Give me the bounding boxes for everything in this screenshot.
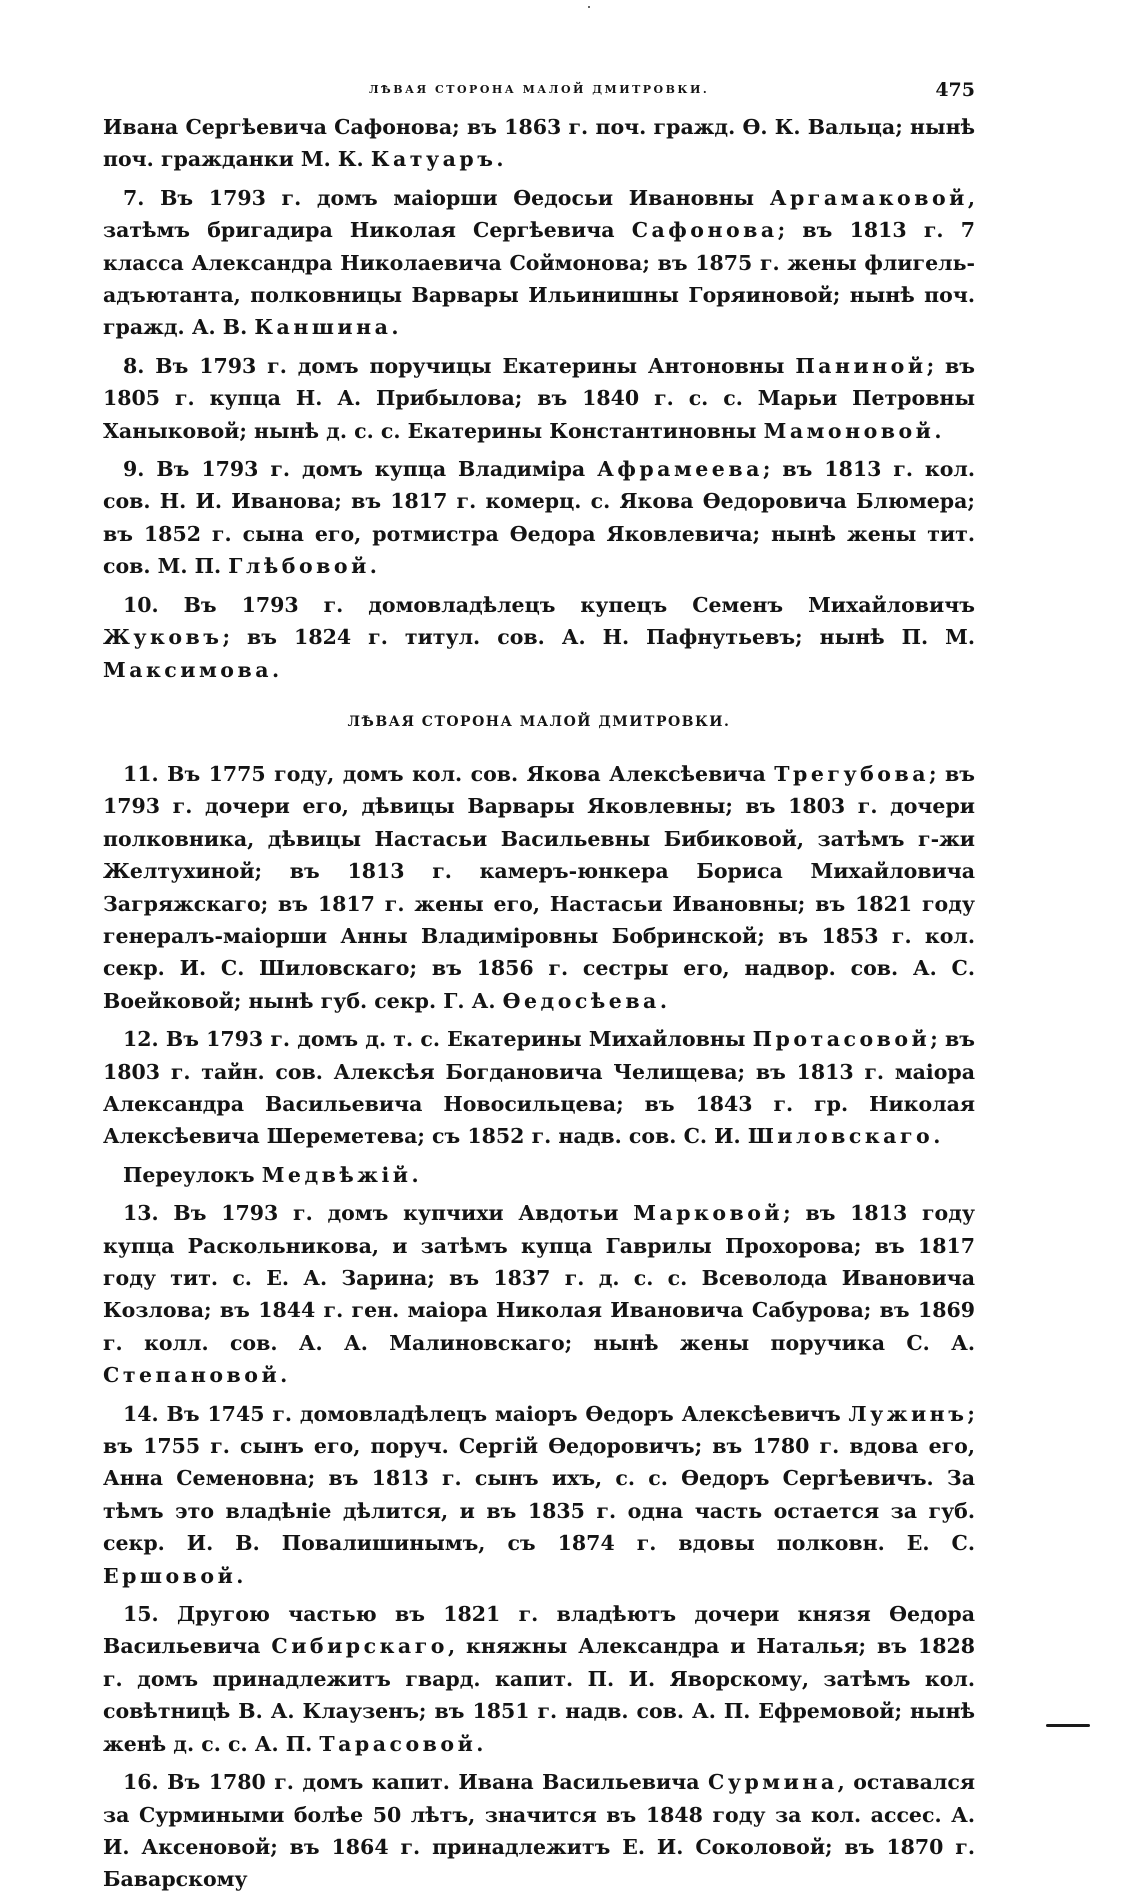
paragraph-text: Въ 1793 г. домъ купчихи Авдотьи [158,1201,634,1226]
entry-10 [103,589,975,686]
spaced-name: Паниной [795,353,927,378]
spaced-name: Жуковъ [103,625,223,650]
running-head [103,78,975,102]
lane-heading [103,1159,975,1191]
spaced-name: Сурмина [708,1770,838,1795]
spaced-name: Максимова. [103,657,283,682]
running-title: ЛѢВАЯ СТОРОНА МАЛОЙ ДМИТРОВКИ. [368,83,710,96]
paragraph-text: Въ 1793 г. домовладѣлецъ купецъ Семенъ Михайловичъ [158,592,975,617]
entry-number: 7. [123,185,145,210]
spaced-name: Катуаръ. [370,147,508,172]
spaced-name: Аргамаковой [769,185,968,210]
entry-number: 8. [123,353,145,378]
entry-14 [103,1398,975,1592]
page-number: 475 [935,79,975,101]
text-body [103,111,975,1902]
paragraph-text: ; въ 1813 г. 7 класса Александра Николаевича Соймонова; въ 1875 г. жены флигель-адъютанта, полковницы Варвары Ильинишны Горяиновой; нынѣ поч. гражд. А. В. [103,218,975,340]
entry-number: 12. [123,1027,159,1052]
paragraph-text: ; въ 1824 г. титул. сов. А. Н. Пафнутьевъ; нынѣ П. М. [222,625,975,650]
paragraph-text: ; въ 1803 г. тайн. сов. Алексѣя Богдановича Челищева; въ 1813 г. маіора Александра Васильевича Новосильцева; въ 1843 г. гр. Николая Алексѣевича Шереметева; съ 1852 г. надв. сов. С. И. [103,1027,975,1149]
entry-15 [103,1598,975,1760]
entry-8 [103,350,975,447]
spaced-name: Тарасовой. [319,1731,487,1756]
section-heading: ЛѢВАЯ СТОРОНА МАЛОЙ ДМИТРОВКИ. [347,713,731,730]
paragraph-continuation [103,111,975,176]
paragraph-text: Въ 1745 г. домовладѣлецъ маіоръ Ѳедоръ Алексѣевичъ [158,1401,849,1426]
paragraph-text: , оставался за Сурмиными болѣе 50 лѣтъ, значится въ 1848 году за кол. ассес. А. И. Аксеновой; въ 1864 г. принадлежитъ Е. И. Соколовой; въ 1870 г. Баварскому [103,1770,975,1892]
paragraph-text: Въ 1793 г. домъ д. т. с. Екатерины Михайловны [158,1027,753,1052]
entry-12 [103,1023,975,1153]
entry-13 [103,1197,975,1391]
spaced-name: Каншина. [254,315,402,340]
spaced-name: Ершовой. [103,1563,247,1588]
entry-11 [103,758,975,1017]
paragraph-text: Ивана Сергѣевича Сафонова; въ 1863 г. поч. гражд. Ѳ. К. Вальца; нынѣ поч. гражданки М. К. [103,115,975,172]
spaced-name: Сафонова [631,218,778,243]
entry-number: 9. [123,457,145,482]
paragraph-text: Въ 1793 г. домъ купца Владиміра [144,457,598,482]
spaced-name: Марковой [633,1201,784,1226]
decorative-dash [1046,1724,1090,1727]
spaced-name: Афрамеева [597,457,763,482]
entry-number: 16. [123,1770,159,1795]
paragraph-text: Переулокъ [123,1162,262,1187]
spaced-name: Медвѣжій. [261,1162,423,1187]
entry-number: 14. [123,1401,159,1426]
entry-number: 11. [123,761,159,786]
entry-number: 13. [123,1201,159,1226]
spaced-name: Лужинъ [848,1401,968,1426]
paragraph-text: ; въ 1813 году купца Раскольникова, и затѣмъ купца Гаврилы Прохорова; въ 1817 году тит. с. Е. А. Зарина; въ 1837 г. д. с. с. Всеволода Ивановича Козлова; въ 1844 г. ген. маіора Николая Ивановича Сабурова; въ 1869 г. колл. сов. А. А. Малиновскаго; нынѣ жены поручика С. А. [103,1201,975,1355]
spaced-name: Шиловскаго. [747,1124,944,1149]
paragraph-text: ; въ 1805 г. купца Н. А. Прибылова; въ 1840 г. с. с. Марьи Петровны Ханыковой; нынѣ д. с. с. Екатерины Константиновны [103,353,975,443]
entry-7 [103,182,975,344]
paragraph-text: ; въ 1755 г. сынъ его, поруч. Сергій Ѳедоровичъ; въ 1780 г. вдова его, Анна Семеновна; въ 1813 г. сынъ ихъ, с. с. Ѳедоръ Сергѣевичъ. За тѣмъ это владѣніе дѣлится, и въ 1835 г. одна часть остается за губ. секр. И. В. Повалишинымъ, съ 1874 г. вдовы полковн. Е. С. [103,1401,975,1556]
entry-9 [103,453,975,583]
spaced-name: Глѣбовой. [228,554,381,579]
paragraph-text: Въ 1780 г. домъ капит. Ивана Васильевича [158,1770,709,1795]
entry-number: 10. [123,592,159,617]
spaced-name: Мамоновой. [763,418,946,443]
entry-16 [103,1766,975,1896]
paragraph-text: ; въ 1813 г. кол. сов. Н. И. Иванова; въ 1817 г. комерц. с. Якова Ѳедоровича Блюмера; въ 1852 г. сына его, ротмистра Ѳедора Яковлевича; нынѣ жены тит. сов. М. П. [103,457,975,579]
spaced-name: Протасовой [752,1027,931,1052]
entry-number: 15. [123,1602,159,1627]
paragraph-text: ; въ 1793 г. дочери его, дѣвицы Варвары Яковлевны; въ 1803 г. дочери полковника, дѣвицы Настасьи Васильевны Бибиковой, затѣмъ г-жи Желтухиной; въ 1813 г. камеръ-юнкера Бориса Михайловича Загряжскаго; въ 1817 г. жены его, Настасьи Ивановны; въ 1821 году генералъ-маіорши Анны Владиміровны Бобринской; въ 1853 г. кол. секр. И. С. Шиловскаго; въ 1856 г. сестры его, надвор. сов. А. С. Воейковой; нынѣ губ. секр. Г. А. [103,761,975,1013]
spaced-name: Сибирскаго [271,1634,448,1659]
paragraph-text: Другою частью въ 1821 г. владѣютъ дочери князя Ѳедора Васильевича [103,1602,975,1659]
paragraph-text: Въ 1775 году, домъ кол. сов. Якова Алексѣевича [158,761,775,786]
page-speck [588,6,590,8]
spaced-name: Трегубова [774,761,929,786]
paragraph-text: , затѣмъ бригадира Николая Сергѣевича [103,185,975,243]
spaced-name: Ѳедосѣева. [502,988,671,1013]
paragraph-text: , княжны Александра и Наталья; въ 1828 г. домъ принадлежитъ гвард. капит. П. И. Яворскому, затѣмъ кол. совѣтницѣ В. А. Клаузенъ; въ 1851 г. надв. сов. А. П. Ефремовой; нынѣ женѣ д. с. с. А. П. [103,1634,975,1756]
spaced-name: Степановой. [103,1363,291,1388]
paragraph-text: Въ 1793 г. домъ поручицы Екатерины Антоновны [144,353,796,378]
paragraph-text: Въ 1793 г. домъ маіорши Ѳедосьи Ивановны [144,185,770,210]
